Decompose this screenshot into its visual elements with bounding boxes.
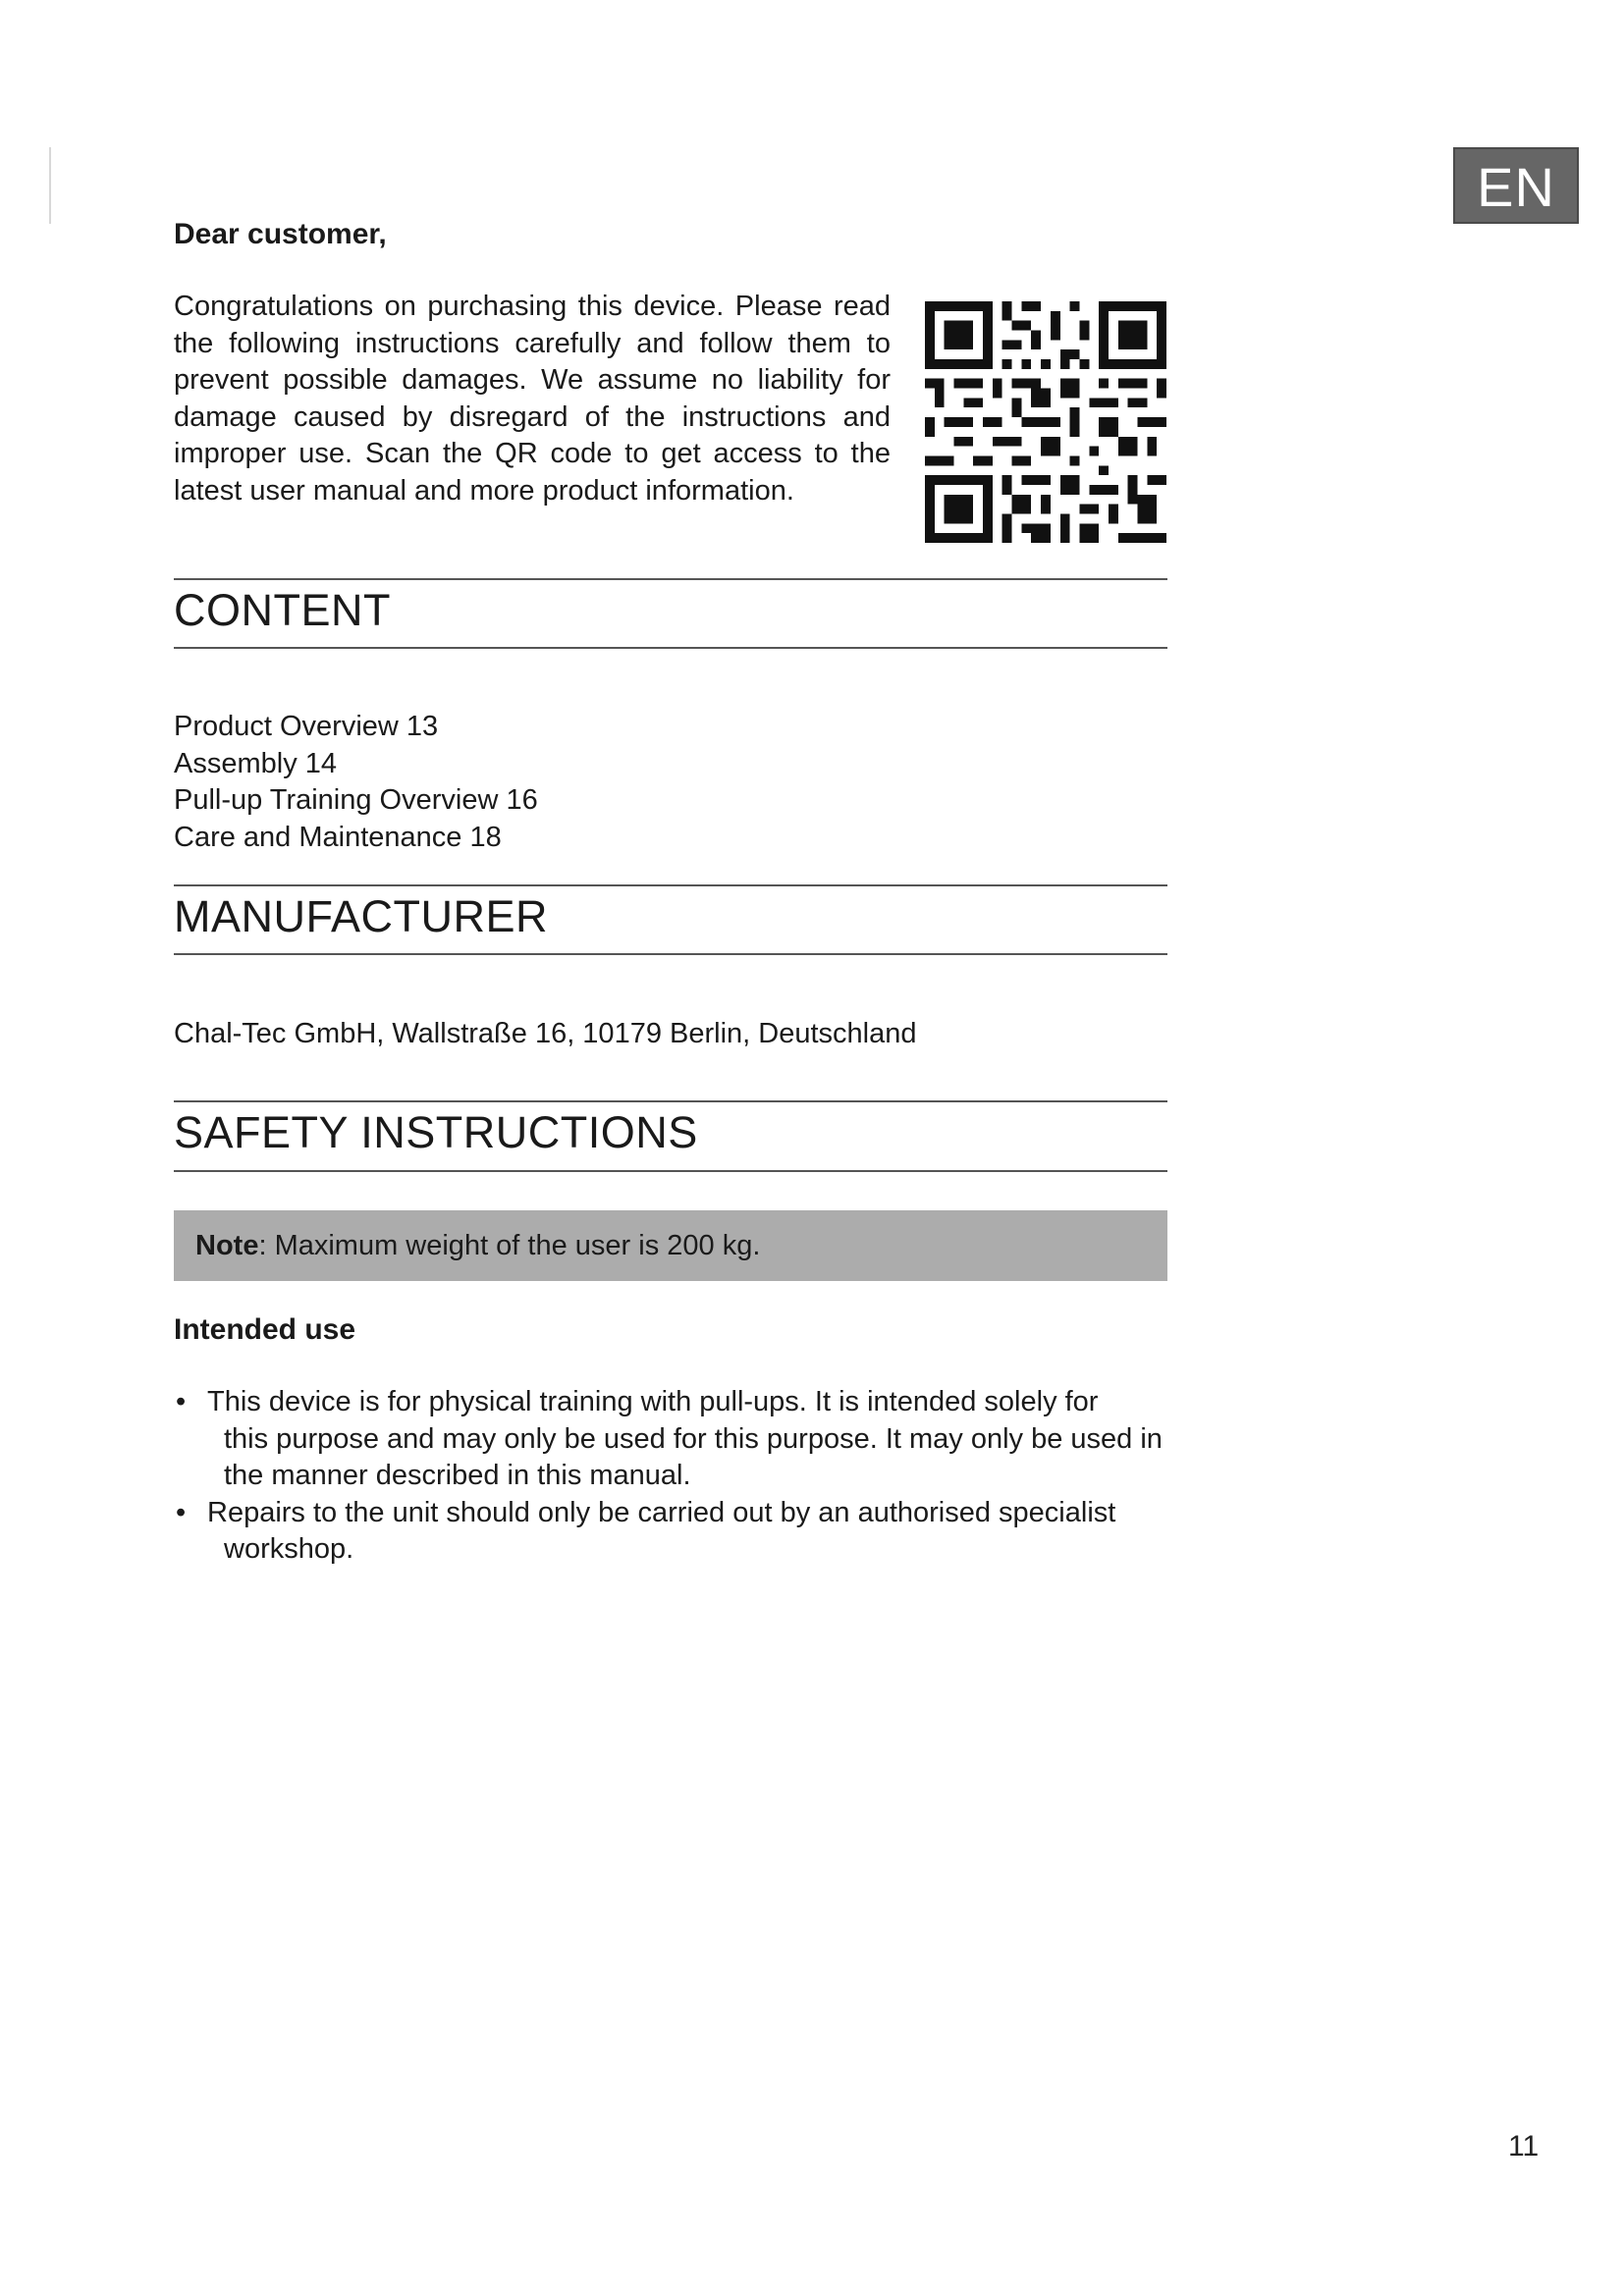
bullet-icon: • (176, 1496, 187, 1528)
note-text: : Maximum weight of the user is 200 kg. (258, 1230, 761, 1261)
safety-heading: SAFETY INSTRUCTIONS (174, 1107, 698, 1157)
toc-item[interactable]: Assembly 14 (174, 747, 338, 779)
intro-line: Congratulations on purchasing this device. Please read (174, 291, 891, 322)
section-rule (174, 884, 1167, 886)
intro-line: the following instructions carefully and follow them to (174, 327, 891, 359)
intro-line: damage caused by disregard of the instructions and (174, 400, 891, 433)
intended-use-heading: Intended use (174, 1313, 356, 1346)
section-rule (174, 647, 1167, 649)
section-rule (174, 953, 1167, 955)
greeting: Dear customer, (174, 218, 387, 250)
section-rule (174, 1100, 1167, 1102)
page-margin-marker (49, 147, 51, 224)
note-box (174, 1210, 1167, 1281)
list-item-line: the manner described in this manual. (224, 1460, 691, 1491)
table-of-contents (174, 709, 538, 856)
qr-code[interactable] (925, 301, 1166, 543)
intro-paragraph (174, 289, 891, 547)
toc-item[interactable]: Product Overview 13 (174, 711, 439, 742)
toc-item[interactable]: Care and Maintenance 18 (174, 821, 502, 853)
manufacturer-address: Chal-Tec GmbH, Wallstraße 16, 10179 Berlin, Deutschland (174, 1018, 917, 1049)
toc-item[interactable]: Pull-up Training Overview 16 (174, 784, 538, 816)
manufacturer-heading: MANUFACTURER (174, 891, 549, 941)
intro-line: improper use. Scan the QR code to get access to the (174, 438, 891, 469)
intro-line: latest user manual and more product information. (174, 474, 794, 507)
page-number: 11 (1508, 2130, 1540, 2163)
intro-line: prevent possible damages. We assume no liability for (174, 364, 891, 396)
bullet-icon: • (176, 1386, 187, 1417)
list-item-line: workshop. (224, 1533, 354, 1565)
list-item-line: this purpose and may only be used for this purpose. It may only be used in (224, 1422, 1163, 1455)
section-rule (174, 578, 1167, 580)
language-badge: EN (1453, 147, 1579, 224)
content-heading: CONTENT (174, 585, 391, 635)
note-label: Note (195, 1230, 259, 1261)
section-rule (174, 1170, 1167, 1172)
list-item-line: This device is for physical training with pull-ups. It is intended solely for (207, 1386, 1099, 1417)
list-item-line: Repairs to the unit should only be carried out by an authorised specialist (207, 1496, 1116, 1528)
